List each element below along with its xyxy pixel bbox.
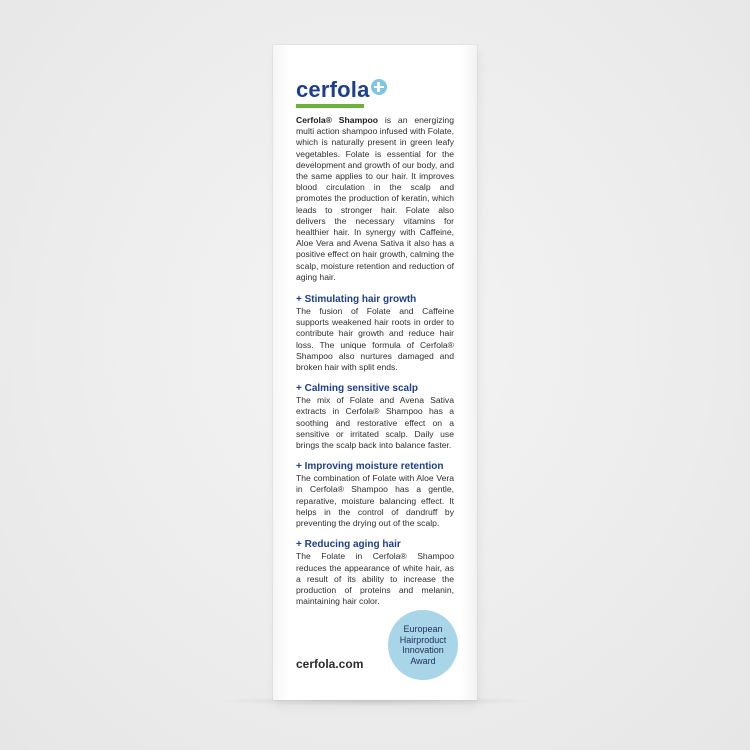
website-url: cerfola.com xyxy=(296,657,364,671)
section-body-moisture: The combination of Folate with Aloe Vera in Cerfola® Shampoo has a gentle, reparative, moisture balancing effect. It helps in the control of dandruff by preventing the drying out of the scalp. xyxy=(296,473,454,529)
section-body-aging-hair: The Folate in Cerfola® Shampoo reduces the appearance of white hair, as a result of its ability to increase the production of proteins and melanin, maintaining hair color. xyxy=(296,551,454,607)
section-title-calming-scalp: + Calming sensitive scalp xyxy=(296,383,418,395)
intro-text: is an energizing multi action shampoo infused with Folate, which is naturally present in green leafy vegetables. Folate is essential for the development and growth of our body, and the same applies to our hair. It improves blood circulation in the scalp and promotes the production of keratin, which leads to stronger hair. Folate also delivers the necessary vitamins for healthier hair. In synergy with Caffeine, Aloe Vera and Avena Sativa it also has a positive effect on hair growth, calming the scalp, moisture retention and reduction of aging hair. xyxy=(296,115,454,282)
description-text xyxy=(296,115,454,617)
intro-paragraph xyxy=(296,115,454,283)
brand-name: cerfola xyxy=(296,77,370,102)
plus-circle-icon xyxy=(371,79,387,95)
award-badge-text: European Hairproduct Innovation Award xyxy=(399,624,447,666)
logo-underline-bar xyxy=(296,104,364,108)
section-body-hair-growth: The fusion of Folate and Caffeine supports weakened hair roots in order to contribute hair growth and reduce hair loss. The unique formula of Cerfola® Shampoo also nurtures damaged and broken hair with split ends. xyxy=(296,306,454,373)
award-badge xyxy=(388,610,458,680)
section-title-aging-hair: + Reducing aging hair xyxy=(296,539,401,551)
product-box-side-panel xyxy=(273,45,477,700)
section-body-calming-scalp: The mix of Folate and Avena Sativa extracts in Cerfola® Shampoo has a soothing and restorative effect on a sensitive or irritated scalp. Daily use brings the scalp back into balance faster. xyxy=(296,395,454,451)
section-title-moisture: + Improving moisture retention xyxy=(296,461,444,473)
intro-lead: Cerfola® Shampoo xyxy=(296,115,378,125)
section-title-hair-growth: + Stimulating hair growth xyxy=(296,294,417,306)
brand-logo xyxy=(296,78,387,102)
